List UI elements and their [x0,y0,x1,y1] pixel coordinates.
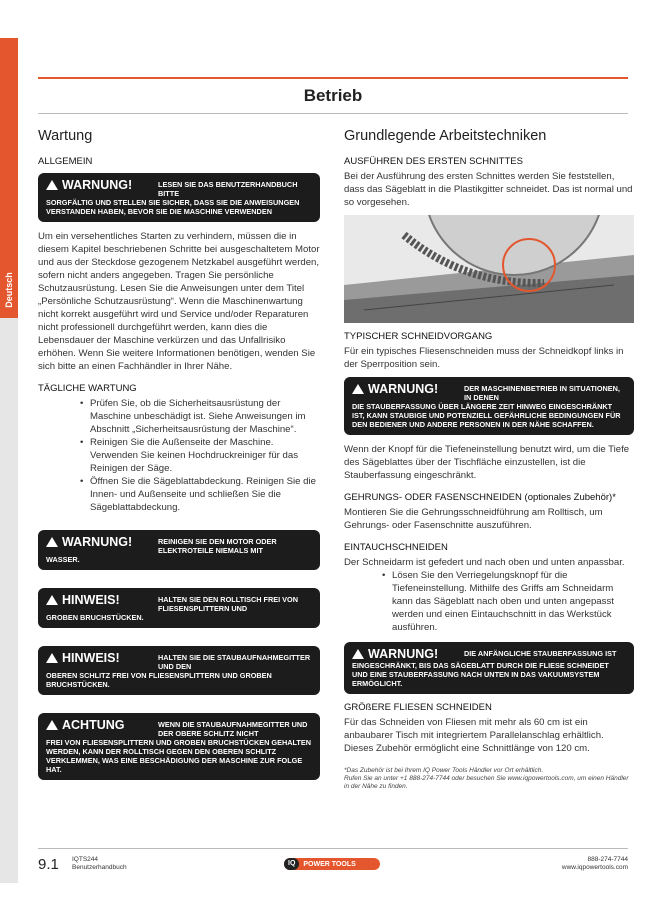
warning-triangle-icon [352,649,364,659]
paragraph-plunge: Der Schneidarm ist gefedert und nach oben und unten anpassbar. [344,557,625,568]
section-heading-wartung: Wartung [38,128,93,144]
list-item: • Öffnen Sie die Sägeblattabdeckung. Reinigen Sie die Innen- und Außenseite und schließen Sie die Sägeblattabdeckung. [80,475,320,514]
paragraph-larger-tiles: Für das Schneiden von Fliesen mit mehr als 60 cm ist ein anbaubarer Tisch mit integriertem Parallelanschlag erhältlich. Dieses Zubehör ermöglicht eine Schnittlänge von 120 cm. [344,717,604,754]
footer-model: IQTS244 Benutzerhandbuch [72,856,127,871]
notice-box-1: HINWEIS! HALTEN SIE DEN ROLLTISCH FREI VON FLIESENSPLITTERN UND GROBEN BRUCHSTÜCKEN. [38,588,320,628]
section-heading-techniques: Grundlegende Arbeitstechniken [344,128,547,144]
notice-triangle-icon [46,595,58,605]
notice-triangle-icon [46,653,58,663]
page-title: Betrieb [303,86,363,105]
accessory-note: *Das Zubehör ist bei Ihrem IQ Power Tools Händler vor Ort erhältlich. Rufen Sie an unter +1 888-274-7744 oder besuchen Sie www.iqpowertools.com, um einen Händler in der Nähe zu finden. [344,767,629,790]
plunge-list [382,569,634,634]
warning-triangle-icon [46,180,58,190]
subheading-plunge: EINTAUCHSCHNEIDEN [344,542,448,553]
footer-contact: 888-274-7744 www.iqpowertools.com [561,856,628,871]
daily-maintenance-list [80,397,320,514]
side-tab-language: Deutsch [4,272,15,308]
caution-triangle-icon [46,720,58,730]
paragraph-typical-cut: Für ein typisches Fliesenschneiden muss der Schneidkopf links in der Sperrposition sein. [344,346,624,370]
paragraph-depth-knob: Wenn der Knopf für die Tiefeneinstellung benutzt wird, um die Tiefe des Sägeblattes über der Tischfläche einzustellen, ist die Stauberfassung eingeschränkt. [344,444,630,481]
warning-box-2: WARNUNG! REINIGEN SIE DEN MOTOR ODER ELEKTROTEILE NIEMALS MIT WASSER. [38,530,320,570]
warning-triangle-icon [46,537,58,547]
title-rule-bottom [38,113,628,114]
notice-box-2: HINWEIS! HALTEN SIE DIE STAUBAUFNAHMEGITTER UND DEN OBEREN SCHLITZ FREI VON FLIESENSPLITTERN UND GROBEN BRUCHSTÜCKEN. [38,646,320,695]
saw-blade-photo [344,215,634,323]
paragraph-general: Um ein versehentliches Starten zu verhindern, müssen die in diesem Kapitel beschriebenen Schritte bei ausgeschaltetem Motor und aus der Steckdose gezogenem Netzkabel ausgeführt werden, sofern nicht anders angegeben. Tragen Sie persönliche Schutzausrüstung. Lesen Sie die Anweisungen unter dem Titel „Persönliche Schutzausrüstung“. Wenn die Maschinenwartung nicht korrekt ausgeführt wird und Service und/oder Reparaturen nicht professionell durchgeführt werden, kann dies die Lebensdauer der Maschine verkürzen und das Unfallrisiko erhöhen. Wenn Sie weitere Informationen benötigen, wenden Sie sich bitte an einen Fachhändler in Ihrer Nähe. [38,231,320,372]
title-rule-top [38,77,628,79]
subheading-daily: TÄGLICHE WARTUNG [38,383,137,394]
footer-rule [38,848,628,849]
saw-blade-illustration [344,215,634,323]
warning-box-1: WARNUNG! LESEN SIE DAS BENUTZERHANDBUCH BITTE SORGFÄLTIG UND STELLEN SIE SICHER, DASS SIE DIE ANWEISUNGEN VERSTANDEN HABEN, BEVOR SIE DIE MASCHINE VERWENDEN [38,173,320,222]
subheading-first-cut: AUSFÜHREN DES ERSTEN SCHNITTES [344,156,523,167]
warning-box-3: WARNUNG! DER MASCHINENBETRIEB IN SITUATIONEN, IN DENEN DIE STAUBERFASSUNG ÜBER LÄNGERE ZEIT HINWEG EINGESCHRÄNKT IST, KANN STAUBIGE UND POTENZIELL GEFÄHRLICHE BEDINGUNGEN FÜR DEN BEDIENER UND ANDERE PERSONEN IN DER NÄHE SCHAFFEN. [344,377,634,435]
subheading-miter: GEHRUNGS- ODER FASENSCHNEIDEN (optionales Zubehör)* [344,492,616,503]
list-item: • Lösen Sie den Verriegelungsknopf für die Tiefeneinstellung. Mithilfe des Griffs am Schneidarm kann das Sägeblatt nach oben und unten angepasst werden und einen Eintauchschnitt in das Werkstück ausführen. [382,569,634,634]
warning-box-4: WARNUNG! DIE ANFÄNGLICHE STAUBERFASSUNG IST EINGESCHRÄNKT, BIS DAS SÄGEBLATT DURCH DIE FLIESE SCHNEIDET UND EINE STAUBERFASSUNG NACH UNTEN IN DAS VAKUUMSYSTEM ERMÖGLICHT. [344,642,634,694]
subheading-larger-tiles: GRÖßERE FLIESEN SCHNEIDEN [344,702,492,713]
right-column [344,128,634,791]
page-footer [38,852,628,872]
list-item: • Reinigen Sie die Außenseite der Maschine. Verwenden Sie keinen Hochdruckreiniger für das Reinigen der Säge. [80,436,320,475]
warning-triangle-icon [352,384,364,394]
page-number: 9.1 [38,856,59,873]
paragraph-first-cut: Bei der Ausführung des ersten Schnittes werden Sie feststellen, dass das Sägeblatt in die Plastikgitter schneidet. Das ist normal und so vorgesehen. [344,171,633,208]
left-column [38,128,320,788]
side-tab-bar [0,318,18,883]
paragraph-miter: Montieren Sie die Gehrungsschneidführung am Rolltisch, um Gehrungs- oder Fasenschnitte auszuführen. [344,507,603,531]
brand-logo: IQ POWER TOOLS [284,858,380,870]
subheading-allgemein: ALLGEMEIN [38,156,93,167]
subheading-typical-cut: TYPISCHER SCHNEIDVORGANG [344,331,493,342]
caution-box: ACHTUNG WENN DIE STAUBAUFNAHMEGITTER UND DER OBERE SCHLITZ NICHT FREI VON FLIESENSPLITTERN UND GROBEN BRUCHSTÜCKEN GEHALTEN WERDEN, KANN DER ROLLTISCH GEGEN DEN OBEREN SCHLITZ VERKLEMMEN, WAS EINE BESCHÄDIGUNG DER MASCHINE ZUR FOLGE HAT. [38,713,320,780]
list-item: • Prüfen Sie, ob die Sicherheitsausrüstung der Maschine unbeschädigt ist. Siehe Anweisungen im Abschnitt „Sicherheitsausrüstung der Maschine“. [80,397,320,436]
